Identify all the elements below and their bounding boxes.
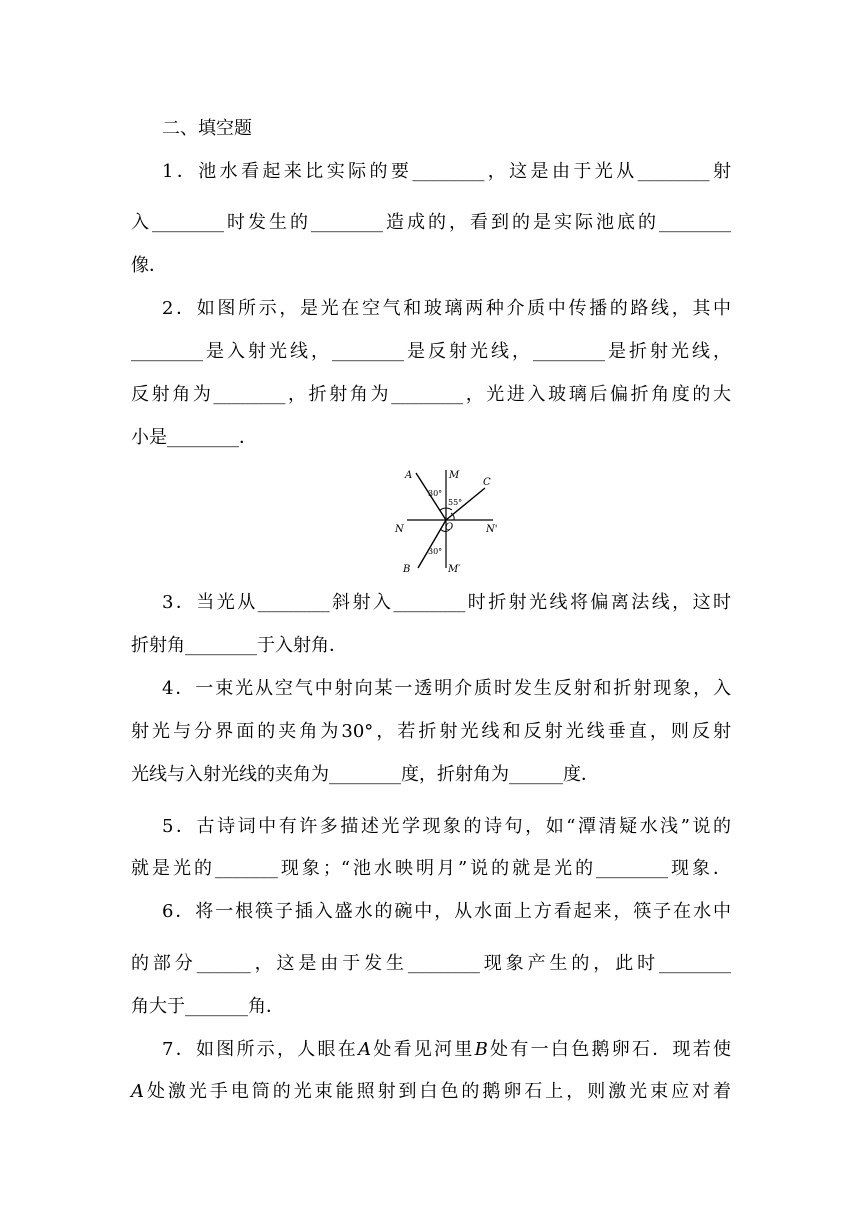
question-2-line-3: 反射角为________，折射角为________，光进入玻璃后偏折角度的大 (131, 384, 731, 405)
refraction-diagram (393, 462, 505, 574)
q7-text-a: 7．如图所示，人眼在 (162, 1039, 359, 1060)
q7-var-a-2: A (131, 1081, 144, 1102)
question-2-line-2: ________是入射光线，________是反射光线，________是折射光线， (131, 341, 731, 362)
ray-ob (418, 520, 446, 568)
section-title: 二、填空题 (162, 118, 252, 139)
label-n: N (395, 524, 404, 535)
question-7-line-1 (162, 1038, 731, 1062)
q7-text-b: 处看见河里 (371, 1039, 475, 1060)
question-4-line-1: 4．一束光从空气中射向某一透明介质时发生反射和折射现象，入 (162, 678, 731, 699)
question-1-line-1: 1．池水看起来比实际的要________，这是由于光从________射 (162, 161, 731, 182)
q7-text-d: 处激光手电筒的光束能照射到白色的鹅卵石上，则激光束应对着 (144, 1081, 731, 1102)
label-c: C (483, 477, 491, 488)
question-3-line-2: 折射角________于入射角． (131, 635, 347, 656)
label-b: B (403, 564, 411, 574)
angle-label-55: 55° (448, 498, 463, 507)
question-5-line-2: 就是光的_______现象；“池水映明月”说的就是光的________现象． (131, 858, 731, 879)
question-2-line-1: 2．如图所示，是光在空气和玻璃两种介质中传播的路线，其中 (162, 298, 731, 319)
question-2-line-4: 小是________． (131, 427, 257, 448)
angle-label-30-bottom: 30° (428, 547, 443, 556)
q7-var-b: B (474, 1039, 488, 1060)
q7-text-c: 处有一白色鹅卵石．现若使 (487, 1039, 732, 1060)
question-5-line-1: 5．古诗词中有许多描述光学现象的诗句，如“潭清疑水浅”说的 (162, 816, 731, 837)
question-6-line-1: 6．将一根筷子插入盛水的碗中，从水面上方看起来，筷子在水中 (162, 901, 731, 922)
question-6-line-2: 的部分______，这是由于发生________现象产生的，此时________ (131, 953, 731, 974)
q7-var-a: A (358, 1039, 372, 1060)
label-o: O (445, 522, 454, 533)
question-1-line-3: 像． (131, 255, 167, 276)
label-m-prime: M′ (448, 564, 461, 574)
question-6-line-3: 角大于_______角． (131, 996, 284, 1017)
question-3-line-1: 3．当光从________斜射入________时折射光线将偏离法线，这时 (162, 592, 731, 613)
question-7-line-2 (131, 1080, 731, 1104)
question-4-line-3: 光线与入射光线的夹角为________度，折射角为______度． (131, 764, 599, 785)
label-n-prime: N' (486, 524, 498, 535)
label-a: A (405, 470, 413, 481)
question-1-line-2: 入________时发生的________造成的，看到的是实际池底的________ (131, 212, 731, 233)
label-m: M (449, 470, 460, 481)
angle-label-30-top: 30° (428, 489, 443, 498)
question-4-line-2: 射光与分界面的夹角为30°，若折射光线和反射光线垂直，则反射 (131, 721, 731, 742)
